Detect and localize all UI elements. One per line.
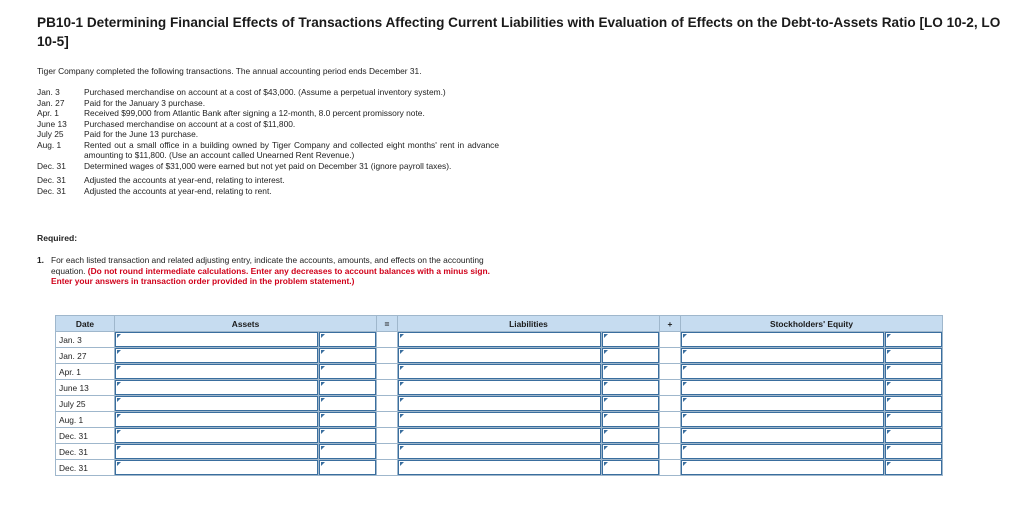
assets-amount-input[interactable]	[319, 412, 376, 427]
instruction-number: 1.	[37, 255, 44, 265]
liabilities-account-input[interactable]	[398, 380, 601, 395]
assets-account-input[interactable]	[115, 428, 318, 443]
row-date: Dec. 31	[56, 444, 115, 460]
input-cell	[602, 396, 660, 412]
row-date: Dec. 31	[56, 428, 115, 444]
input-cell	[115, 332, 319, 348]
equity-amount-input[interactable]	[885, 364, 942, 379]
plus-spacer	[660, 428, 681, 444]
input-cell	[319, 332, 377, 348]
assets-account-input[interactable]	[115, 380, 318, 395]
input-cell	[602, 332, 660, 348]
row-date: Jan. 27	[56, 348, 115, 364]
input-cell	[602, 428, 660, 444]
equity-amount-input[interactable]	[885, 460, 942, 475]
input-cell	[398, 412, 602, 428]
equals-spacer	[377, 460, 398, 476]
input-cell	[398, 396, 602, 412]
input-cell	[681, 332, 885, 348]
liabilities-amount-input[interactable]	[602, 332, 659, 347]
transaction-text: Rented out a small office in a building owned by Tiger Company and collected eight months' rent in advance amounting to $11,800. (Use an account called Unearned Rent Revenue.)	[84, 139, 499, 160]
assets-account-input[interactable]	[115, 364, 318, 379]
transaction-date: Aug. 1	[37, 139, 62, 150]
assets-account-input[interactable]	[115, 444, 318, 459]
input-cell	[319, 460, 377, 476]
equity-amount-input[interactable]	[885, 412, 942, 427]
input-cell	[602, 444, 660, 460]
equals-spacer	[377, 348, 398, 364]
assets-account-input[interactable]	[115, 460, 318, 475]
assets-account-input[interactable]	[115, 348, 318, 363]
transaction-text: Received $99,000 from Atlantic Bank after signing a 12-month, 8.0 percent promissory note.	[84, 108, 425, 118]
equals-spacer	[377, 444, 398, 460]
equity-amount-input[interactable]	[885, 428, 942, 443]
assets-account-input[interactable]	[115, 332, 318, 347]
transaction-date: Jan. 3	[37, 87, 60, 97]
table-row	[56, 444, 943, 460]
table-row	[56, 348, 943, 364]
transaction-text: Adjusted the accounts at year-end, relating to interest.	[84, 175, 285, 185]
transaction-item	[37, 119, 499, 130]
input-cell	[115, 396, 319, 412]
input-cell	[885, 396, 943, 412]
table-row	[56, 396, 943, 412]
transaction-date: Dec. 31	[37, 160, 66, 171]
transaction-item	[37, 161, 499, 172]
input-cell	[885, 380, 943, 396]
input-cell	[602, 460, 660, 476]
equity-amount-input[interactable]	[885, 332, 942, 347]
transaction-text: Paid for the June 13 purchase.	[84, 129, 199, 139]
assets-amount-input[interactable]	[319, 444, 376, 459]
equity-account-input[interactable]	[681, 380, 884, 395]
equals-spacer	[377, 428, 398, 444]
liabilities-account-input[interactable]	[398, 348, 601, 363]
transaction-item	[37, 98, 499, 109]
input-cell	[115, 348, 319, 364]
transaction-item	[37, 140, 499, 161]
input-cell	[885, 444, 943, 460]
input-cell	[885, 460, 943, 476]
intro-text: Tiger Company completed the following transactions. The annual accounting period ends December 31.	[37, 66, 422, 76]
table-row	[56, 412, 943, 428]
required-heading: Required:	[37, 233, 78, 243]
equity-account-input[interactable]	[681, 396, 884, 411]
assets-amount-input[interactable]	[319, 396, 376, 411]
input-cell	[885, 428, 943, 444]
equity-account-input[interactable]	[681, 412, 884, 427]
table-row	[56, 428, 943, 444]
transaction-date: Jan. 27	[37, 97, 65, 108]
row-date: Aug. 1	[56, 412, 115, 428]
input-cell	[115, 428, 319, 444]
plus-spacer	[660, 332, 681, 348]
equity-amount-input[interactable]	[885, 380, 942, 395]
input-cell	[319, 396, 377, 412]
equity-account-input[interactable]	[681, 460, 884, 475]
input-cell	[398, 428, 602, 444]
equity-account-input[interactable]	[681, 444, 884, 459]
input-cell	[681, 444, 885, 460]
liabilities-account-input[interactable]	[398, 332, 601, 347]
input-cell	[115, 380, 319, 396]
liabilities-header: Liabilities	[398, 316, 660, 332]
input-cell	[398, 348, 602, 364]
assets-header: Assets	[115, 316, 377, 332]
equity-account-input[interactable]	[681, 348, 884, 363]
liabilities-account-input[interactable]	[398, 364, 601, 379]
input-cell	[115, 460, 319, 476]
transaction-date: Dec. 31	[37, 185, 66, 196]
input-cell	[602, 380, 660, 396]
assets-amount-input[interactable]	[319, 364, 376, 379]
equals-spacer	[377, 380, 398, 396]
liabilities-amount-input[interactable]	[602, 348, 659, 363]
equals-spacer	[377, 396, 398, 412]
input-cell	[681, 348, 885, 364]
input-cell	[319, 364, 377, 380]
equity-account-input[interactable]	[681, 428, 884, 443]
transaction-item	[37, 108, 499, 119]
equals-spacer	[377, 364, 398, 380]
liabilities-account-input[interactable]	[398, 460, 601, 475]
input-cell	[319, 428, 377, 444]
instruction-emphasis: (Do not round intermediate calculations. Enter any decreases to account balances with a minus sign. Enter your answers in transaction order provided in the problem statement.)	[51, 265, 490, 286]
input-cell	[681, 460, 885, 476]
input-cell	[885, 348, 943, 364]
assets-amount-input[interactable]	[319, 348, 376, 363]
transaction-item	[37, 175, 499, 186]
liabilities-amount-input[interactable]	[602, 444, 659, 459]
input-cell	[115, 364, 319, 380]
transaction-item	[37, 129, 499, 140]
input-cell	[885, 332, 943, 348]
liabilities-account-input[interactable]	[398, 412, 601, 427]
problem-title: PB10-1 Determining Financial Effects of Transactions Affecting Current Liabilities with Evaluation of Effects on the Debt-to-Assets Ratio [LO 10-2, LO 10-5]	[37, 15, 1001, 49]
transaction-list	[37, 87, 499, 196]
row-date: Jan. 3	[56, 332, 115, 348]
input-cell	[681, 396, 885, 412]
table-row	[56, 332, 943, 348]
liabilities-amount-input[interactable]	[602, 460, 659, 475]
input-cell	[398, 460, 602, 476]
table-row	[56, 364, 943, 380]
transaction-item	[37, 87, 499, 98]
instruction-body	[37, 255, 497, 287]
liabilities-amount-input[interactable]	[602, 412, 659, 427]
assets-account-input[interactable]	[115, 412, 318, 427]
plus-spacer	[660, 380, 681, 396]
liabilities-account-input[interactable]	[398, 444, 601, 459]
answer-table	[55, 315, 943, 476]
plus-spacer	[660, 460, 681, 476]
input-cell	[115, 412, 319, 428]
plus-spacer	[660, 396, 681, 412]
input-cell	[602, 412, 660, 428]
transaction-text: Adjusted the accounts at year-end, relating to rent.	[84, 185, 272, 196]
liabilities-amount-input[interactable]	[602, 396, 659, 411]
table-row	[56, 460, 943, 476]
equity-amount-input[interactable]	[885, 396, 942, 411]
plus-spacer	[660, 412, 681, 428]
input-cell	[398, 444, 602, 460]
input-cell	[319, 380, 377, 396]
table-row	[56, 380, 943, 396]
assets-amount-input[interactable]	[319, 380, 376, 395]
plus-header: +	[660, 316, 681, 332]
transaction-date: July 25	[37, 129, 64, 139]
transaction-date: Dec. 31	[37, 175, 66, 185]
row-date: June 13	[56, 380, 115, 396]
liabilities-amount-input[interactable]	[602, 364, 659, 379]
equity-account-input[interactable]	[681, 364, 884, 379]
input-cell	[885, 364, 943, 380]
input-cell	[681, 380, 885, 396]
liabilities-account-input[interactable]	[398, 428, 601, 443]
plus-spacer	[660, 444, 681, 460]
equity-amount-input[interactable]	[885, 444, 942, 459]
equals-spacer	[377, 412, 398, 428]
equity-header: Stockholders' Equity	[681, 316, 943, 332]
input-cell	[681, 428, 885, 444]
transaction-date: June 13	[37, 118, 67, 129]
input-cell	[681, 364, 885, 380]
input-cell	[319, 348, 377, 364]
input-cell	[602, 364, 660, 380]
input-cell	[681, 412, 885, 428]
equals-spacer	[377, 332, 398, 348]
input-cell	[398, 364, 602, 380]
assets-account-input[interactable]	[115, 396, 318, 411]
input-cell	[885, 412, 943, 428]
liabilities-amount-input[interactable]	[602, 428, 659, 443]
table-header-row	[56, 316, 943, 332]
transaction-text: Purchased merchandise on account at a cost of $43,000. (Assume a perpetual inventory system.)	[84, 87, 446, 97]
equals-header: =	[377, 316, 398, 332]
input-cell	[319, 444, 377, 460]
equity-account-input[interactable]	[681, 332, 884, 347]
plus-spacer	[660, 348, 681, 364]
transaction-text: Determined wages of $31,000 were earned but not yet paid on December 31 (ignore payroll taxes).	[84, 160, 452, 171]
input-cell	[602, 348, 660, 364]
row-date: Apr. 1	[56, 364, 115, 380]
assets-amount-input[interactable]	[319, 332, 376, 347]
input-cell	[398, 332, 602, 348]
assets-amount-input[interactable]	[319, 428, 376, 443]
input-cell	[115, 444, 319, 460]
row-date: Dec. 31	[56, 460, 115, 476]
transaction-item	[37, 186, 499, 197]
instruction	[37, 255, 497, 287]
transaction-text: Paid for the January 3 purchase.	[84, 97, 206, 108]
row-date: July 25	[56, 396, 115, 412]
assets-amount-input[interactable]	[319, 460, 376, 475]
equity-amount-input[interactable]	[885, 348, 942, 363]
liabilities-account-input[interactable]	[398, 396, 601, 411]
instruction-text: For each listed transaction and related adjusting entry, indicate the accounts, amounts, and effects on the accounting equation.	[51, 255, 484, 276]
date-header: Date	[56, 316, 115, 332]
input-cell	[398, 380, 602, 396]
input-cell	[319, 412, 377, 428]
liabilities-amount-input[interactable]	[602, 380, 659, 395]
transaction-text: Purchased merchandise on account at a cost of $11,800.	[84, 118, 296, 129]
plus-spacer	[660, 364, 681, 380]
transaction-date: Apr. 1	[37, 108, 59, 118]
